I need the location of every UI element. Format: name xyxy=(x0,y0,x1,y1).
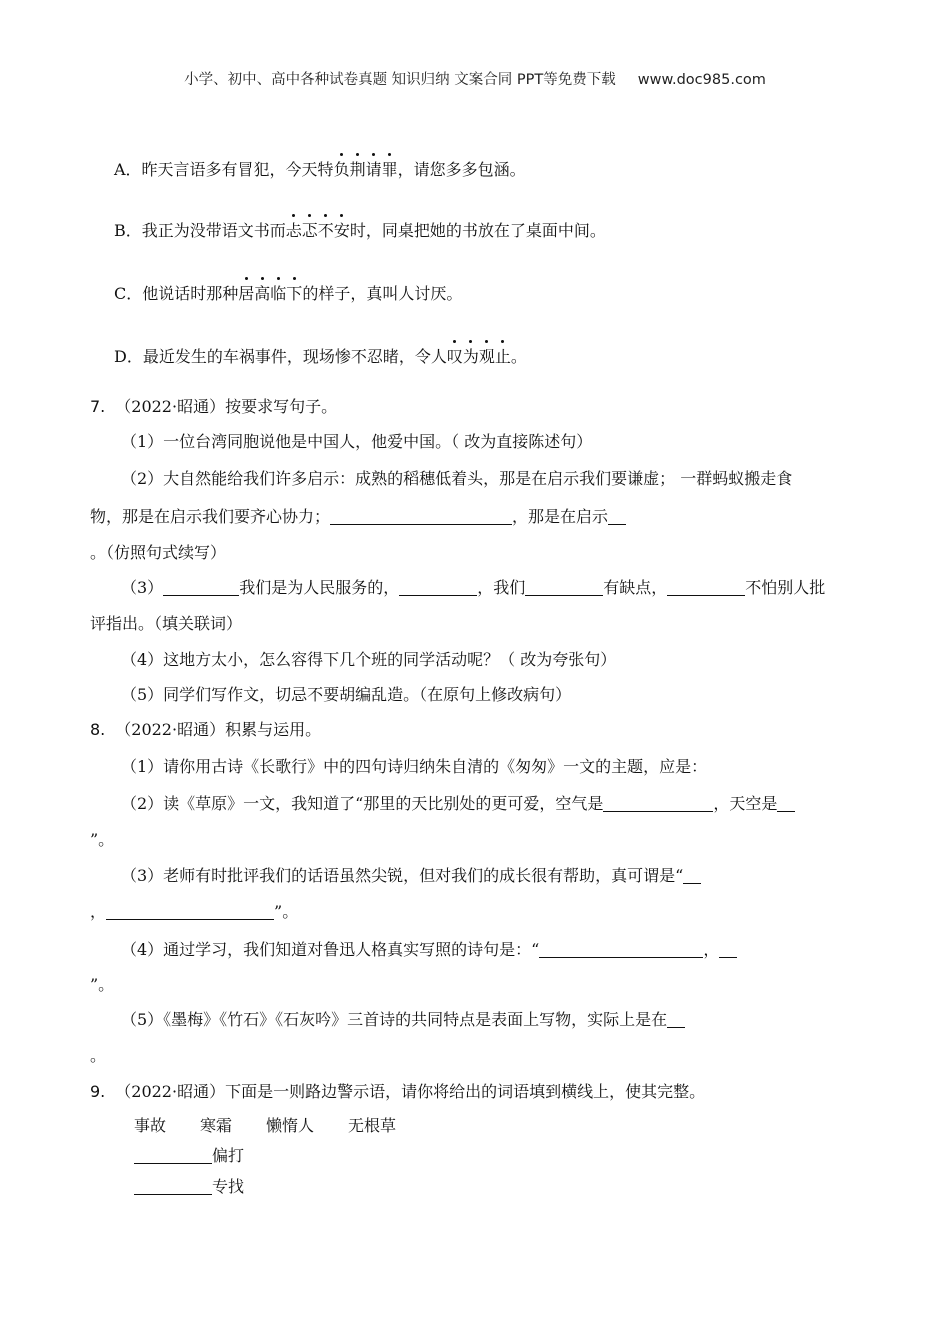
q7-part-2-line-2: 物，那是在启示我们要齐心协力； ，那是在启示 xyxy=(90,507,626,527)
q8-part-1: （1）请你用古诗《长歌行》中的四句诗归纳朱自清的《匆匆》一文的主题，应是： xyxy=(121,757,708,776)
word-bank-item: 寒霜 xyxy=(200,1116,233,1135)
dotted-char: 临 xyxy=(270,284,287,303)
answer-blank[interactable] xyxy=(667,578,745,596)
answer-blank[interactable] xyxy=(603,794,713,812)
question-number: 7. xyxy=(90,397,106,416)
answer-blank[interactable] xyxy=(683,866,701,884)
answer-blank[interactable] xyxy=(525,578,603,596)
answer-blank[interactable] xyxy=(163,578,239,596)
question-7-stem: 7. （2022·昭通）按要求写句子。 xyxy=(90,397,338,416)
answer-blank[interactable] xyxy=(777,794,795,812)
dotted-char: 下 xyxy=(286,284,303,303)
dotted-char: 负 xyxy=(333,160,350,179)
q8-part-4-line-1: （4）通过学习，我们知道对鲁迅人格真实写照的诗句是：“ ， xyxy=(121,940,737,960)
dotted-char: 忑 xyxy=(301,221,318,240)
q8-part-4-line-2: ”。 xyxy=(90,975,115,994)
q9-line-2: 专找 xyxy=(134,1177,244,1197)
q7-part-3-line-1: （3） 我们是为人民服务的， ，我们 有缺点， 不怕别人批 xyxy=(121,578,826,597)
dotted-char: 罪 xyxy=(381,160,398,179)
dotted-char: 叹 xyxy=(446,347,463,366)
answer-blank[interactable] xyxy=(330,507,512,525)
answer-blank[interactable] xyxy=(539,940,703,958)
answer-blank[interactable] xyxy=(106,902,274,920)
dotted-word xyxy=(447,347,511,366)
header-text: 小学、初中、高中各种试卷真题 知识归纳 文案合同 PPT等免费下载 xyxy=(184,72,616,88)
dotted-word xyxy=(286,221,350,240)
answer-blank[interactable] xyxy=(134,1177,212,1195)
word-bank-item: 无根草 xyxy=(348,1116,397,1135)
word-bank-item: 懒惰人 xyxy=(266,1116,315,1135)
dotted-char: 荆 xyxy=(349,160,366,179)
q7-part-1: （1）一位台湾同胞说他是中国人，他爱中国。（ 改为直接陈述句） xyxy=(121,432,593,451)
q8-part-5-line-2: 。 xyxy=(90,1046,107,1065)
dotted-char: 止 xyxy=(494,347,511,366)
q8-part-5-line-1: （5）《墨梅》《竹石》《石灰吟》三首诗的共同特点是表面上写物，实际上是在 xyxy=(121,1010,685,1030)
option-c: C．他说话时那种居高临下的样子，真叫人讨厌。 xyxy=(114,284,463,303)
question-8-stem: 8. （2022·昭通）积累与运用。 xyxy=(90,720,322,739)
q7-part-4: （4）这地方太小，怎么容得下几个班的同学活动呢？（ 改为夸张句） xyxy=(121,650,617,669)
question-number: 9. xyxy=(90,1082,106,1101)
answer-blank[interactable] xyxy=(667,1010,685,1028)
word-bank xyxy=(134,1116,430,1136)
answer-blank[interactable] xyxy=(134,1146,212,1164)
word-bank-item: 事故 xyxy=(134,1116,167,1135)
answer-blank[interactable] xyxy=(719,940,737,958)
dotted-word xyxy=(238,284,302,303)
answer-blank[interactable] xyxy=(608,507,626,525)
dotted-char: 安 xyxy=(333,221,350,240)
dotted-char: 高 xyxy=(254,284,271,303)
q8-part-2-line-1: （2）读《草原》一文，我知道了“那里的天比别处的更可爱，空气是 ，天空是 xyxy=(121,794,795,814)
q7-part-2-line-3: 。（仿照句式续写） xyxy=(90,543,227,562)
q8-part-3-line-1: （3）老师有时批评我们的话语虽然尖锐，但对我们的成长很有帮助，真可谓是“ xyxy=(121,866,701,886)
q8-part-2-line-2: ”。 xyxy=(90,830,115,849)
option-d: D．最近发生的车祸事件，现场惨不忍睹，令人叹为观止。 xyxy=(114,347,527,366)
q7-part-5: （5）同学们写作文，切忌不要胡编乱造。（在原句上修改病句） xyxy=(121,685,572,704)
dotted-char: 为 xyxy=(462,347,479,366)
option-a: A．昨天言语多有冒犯，今天特负荆请罪，请您多多包涵。 xyxy=(114,160,526,179)
page-header xyxy=(0,68,950,89)
dotted-word xyxy=(334,160,398,179)
q8-part-3-line-2: ， ”。 xyxy=(90,902,299,921)
q7-part-2-line-1: （2）大自然能给我们许多启示：成熟的稻穗低着头，那是在启示我们要谦虚； 一群蚂蚁搬走食 xyxy=(121,469,793,488)
answer-blank[interactable] xyxy=(399,578,477,596)
dotted-char: 居 xyxy=(238,284,255,303)
option-b: B．我正为没带语文书而忐忑不安时，同桌把她的书放在了桌面中间。 xyxy=(114,221,606,240)
dotted-char: 不 xyxy=(317,221,334,240)
header-url[interactable]: www.doc985.com xyxy=(637,72,766,88)
dotted-char: 忐 xyxy=(285,221,302,240)
question-number: 8. xyxy=(90,720,106,739)
q7-part-3-line-2: 评指出。（填关联词） xyxy=(90,614,243,633)
dotted-char: 观 xyxy=(478,347,495,366)
question-9-stem: 9. （2022·昭通）下面是一则路边警示语，请你将给出的词语填到横线上，使其完整。 xyxy=(90,1082,706,1101)
dotted-char: 请 xyxy=(365,160,382,179)
q9-line-1: 偏打 xyxy=(134,1146,244,1166)
